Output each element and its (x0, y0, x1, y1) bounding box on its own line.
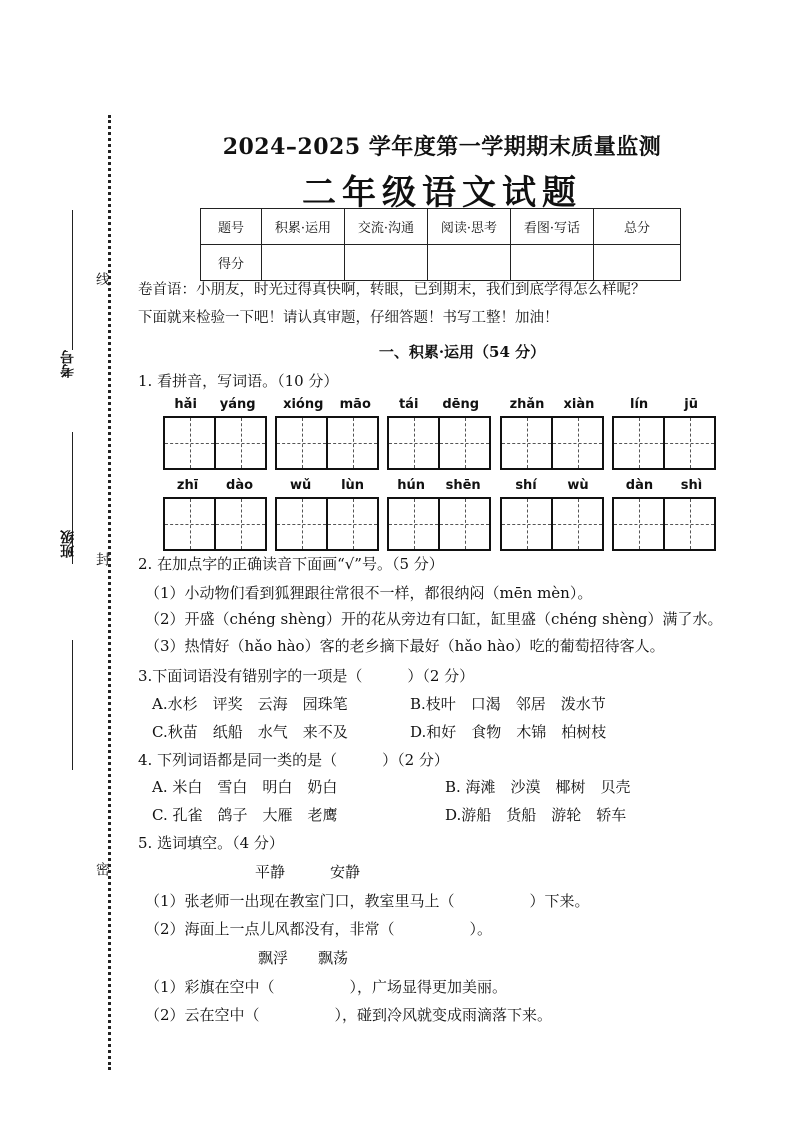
tianzige-writing-cell[interactable] (502, 418, 551, 468)
pinyin-label (275, 477, 379, 495)
exam-subtitle: 二年级语文试题 (302, 173, 582, 213)
q5-item: （2）云在空中（ ），碰到冷风就变成雨滴落下来。 (145, 1006, 553, 1024)
tianzige-writing-cell[interactable] (551, 418, 602, 468)
tianzige-writing-cell[interactable] (326, 418, 377, 468)
score-header-cell: 看图·写话 (511, 209, 594, 245)
score-table-header-row (201, 209, 681, 245)
margin-seal-char: 封 (94, 552, 110, 566)
score-header-cell: 交流·沟通 (345, 209, 428, 245)
q2-item: （2）开盛（chéng shèng）开的花从旁边有口缸，缸里盛（chéng shèng）满了水。 (145, 610, 723, 628)
q4-option: B. 海滩 沙漠 椰树 贝壳 (445, 778, 631, 796)
pinyin-syllable: māo (339, 397, 371, 412)
pinyin-label (387, 396, 491, 414)
pinyin-syllable: yáng (219, 397, 256, 412)
q3-title: 3.下面词语没有错别字的一项是（ ）（2 分） (138, 667, 475, 685)
exam-no-fill-line (72, 210, 73, 350)
pinyin-label (612, 477, 716, 495)
intro-line-1: 卷首语：小朋友，时光过得真快啊，转眼，已到期末，我们到底学得怎么样呢？ (138, 282, 646, 298)
pinyin-syllable: shí (515, 478, 537, 493)
pinyin-syllable: hún (397, 478, 426, 493)
pinyin-word-group (500, 396, 604, 470)
q5-word-choices-1: 平静 安静 (255, 863, 361, 881)
tianzige-writing-cell[interactable] (551, 499, 602, 549)
pinyin-word-group (163, 477, 267, 551)
tianzige-box-pair (163, 416, 267, 470)
pinyin-syllable: xiàn (563, 397, 595, 412)
q2-item: （1）小动物们看到狐狸跟往常很不一样，都很纳闷（mēn mèn）。 (145, 584, 593, 602)
binding-dotted-line (108, 115, 111, 1070)
pinyin-syllable: lín (630, 397, 649, 412)
section-1-title: 一、积累·运用（54 分） (378, 343, 546, 361)
pinyin-syllable: zhǎn (509, 397, 545, 412)
exam-no-label: 考号 (60, 350, 76, 378)
q5-item: （1）彩旗在空中（ ），广场显得更加美丽。 (145, 978, 508, 996)
tianzige-writing-cell[interactable] (389, 418, 438, 468)
q4-option: C. 孔雀 鸽子 大雁 老鹰 (152, 806, 338, 824)
q5-word-choices-2: 飘浮 飘荡 (258, 949, 349, 967)
q2-title: 2. 在加点字的正确读音下面画“√”号。（5 分） (138, 555, 444, 573)
score-table (200, 208, 681, 281)
tianzige-box-pair (163, 497, 267, 551)
pinyin-word-group (500, 477, 604, 551)
tianzige-box-pair (275, 497, 379, 551)
pinyin-word-group (612, 396, 716, 470)
score-header-cell: 阅读·思考 (428, 209, 511, 245)
q2-item: （3）热情好（hǎo hào）客的老乡摘下最好（hǎo hào）吃的葡萄招待客人。 (145, 637, 665, 655)
q4-option: D.游船 货船 游轮 轿车 (445, 806, 627, 824)
pinyin-word-group (275, 396, 379, 470)
tianzige-writing-cell[interactable] (389, 499, 438, 549)
pinyin-word-group (612, 477, 716, 551)
tianzige-box-pair (500, 416, 604, 470)
q3-option: D.和好 食物 木锦 柏树枝 (410, 723, 607, 741)
pinyin-label (500, 396, 604, 414)
pinyin-word-group (163, 396, 267, 470)
pinyin-label (275, 396, 379, 414)
score-row-label: 得分 (201, 245, 262, 281)
tianzige-box-pair (387, 416, 491, 470)
class-label: 班级 (60, 530, 76, 558)
q4-title: 4. 下列词语都是同一类的是（ ）（2 分） (138, 751, 449, 769)
tianzige-writing-cell[interactable] (438, 499, 489, 549)
tianzige-writing-cell[interactable] (663, 418, 714, 468)
tianzige-writing-cell[interactable] (214, 499, 265, 549)
score-header-cell: 总分 (594, 209, 681, 245)
tianzige-writing-cell[interactable] (502, 499, 551, 549)
pinyin-syllable: zhī (176, 478, 199, 493)
q5-item: （2）海面上一点儿风都没有，非常（ ）。 (145, 920, 493, 938)
tianzige-box-pair (612, 497, 716, 551)
pinyin-syllable: shì (680, 478, 703, 493)
pinyin-label (163, 396, 267, 414)
intro-line-2: 下面就来检验一下吧！请认真审题，仔细答题！书写工整！加油！ (138, 310, 559, 326)
tianzige-writing-cell[interactable] (165, 499, 214, 549)
pinyin-syllable: dào (226, 478, 254, 493)
pinyin-word-group (387, 477, 491, 551)
pinyin-syllable: shēn (445, 478, 481, 493)
score-header-cell: 积累·运用 (262, 209, 345, 245)
pinyin-syllable: xióng (283, 397, 324, 412)
margin-secret-char: 密 (94, 862, 110, 876)
pinyin-label (500, 477, 604, 495)
tianzige-writing-cell[interactable] (277, 418, 326, 468)
pinyin-label (163, 477, 267, 495)
score-header-cell: 题号 (201, 209, 262, 245)
tianzige-writing-cell[interactable] (277, 499, 326, 549)
tianzige-box-pair (500, 497, 604, 551)
pinyin-syllable: tái (398, 397, 419, 412)
margin-line-char: 线 (94, 272, 110, 286)
name-fill-line (72, 640, 73, 770)
q5-title: 5. 选词填空。（4 分） (138, 834, 284, 852)
pinyin-syllable: dēng (442, 397, 480, 412)
tianzige-box-pair (275, 416, 379, 470)
q1-title: 1. 看拼音，写词语。（10 分） (138, 372, 339, 390)
q3-option: A.水杉 评奖 云海 园珠笔 (152, 695, 348, 713)
tianzige-writing-cell[interactable] (165, 418, 214, 468)
tianzige-writing-cell[interactable] (663, 499, 714, 549)
pinyin-syllable: hǎi (174, 397, 197, 412)
tianzige-writing-cell[interactable] (614, 499, 663, 549)
q5-item: （1）张老师一出现在教室门口，教室里马上（ ）下来。 (145, 892, 590, 910)
pinyin-label (387, 477, 491, 495)
tianzige-writing-cell[interactable] (438, 418, 489, 468)
pinyin-word-group (387, 396, 491, 470)
pinyin-syllable: wù (567, 478, 589, 493)
exam-title: 2024–2025 学年度第一学期期末质量监测 (222, 134, 662, 160)
tianzige-box-pair (612, 416, 716, 470)
pinyin-syllable: lùn (341, 478, 365, 493)
tianzige-writing-cell[interactable] (214, 418, 265, 468)
tianzige-box-pair (387, 497, 491, 551)
pinyin-syllable: jū (684, 397, 698, 412)
pinyin-syllable: wǔ (289, 478, 312, 493)
tianzige-writing-cell[interactable] (326, 499, 377, 549)
pinyin-label (612, 396, 716, 414)
pinyin-word-group (275, 477, 379, 551)
tianzige-writing-cell[interactable] (614, 418, 663, 468)
pinyin-syllable: dàn (625, 478, 654, 493)
q3-option: C.秋苗 纸船 水气 来不及 (152, 723, 348, 741)
q4-option: A. 米白 雪白 明白 奶白 (152, 778, 338, 796)
q3-option: B.枝叶 口渴 邻居 泼水节 (410, 695, 606, 713)
